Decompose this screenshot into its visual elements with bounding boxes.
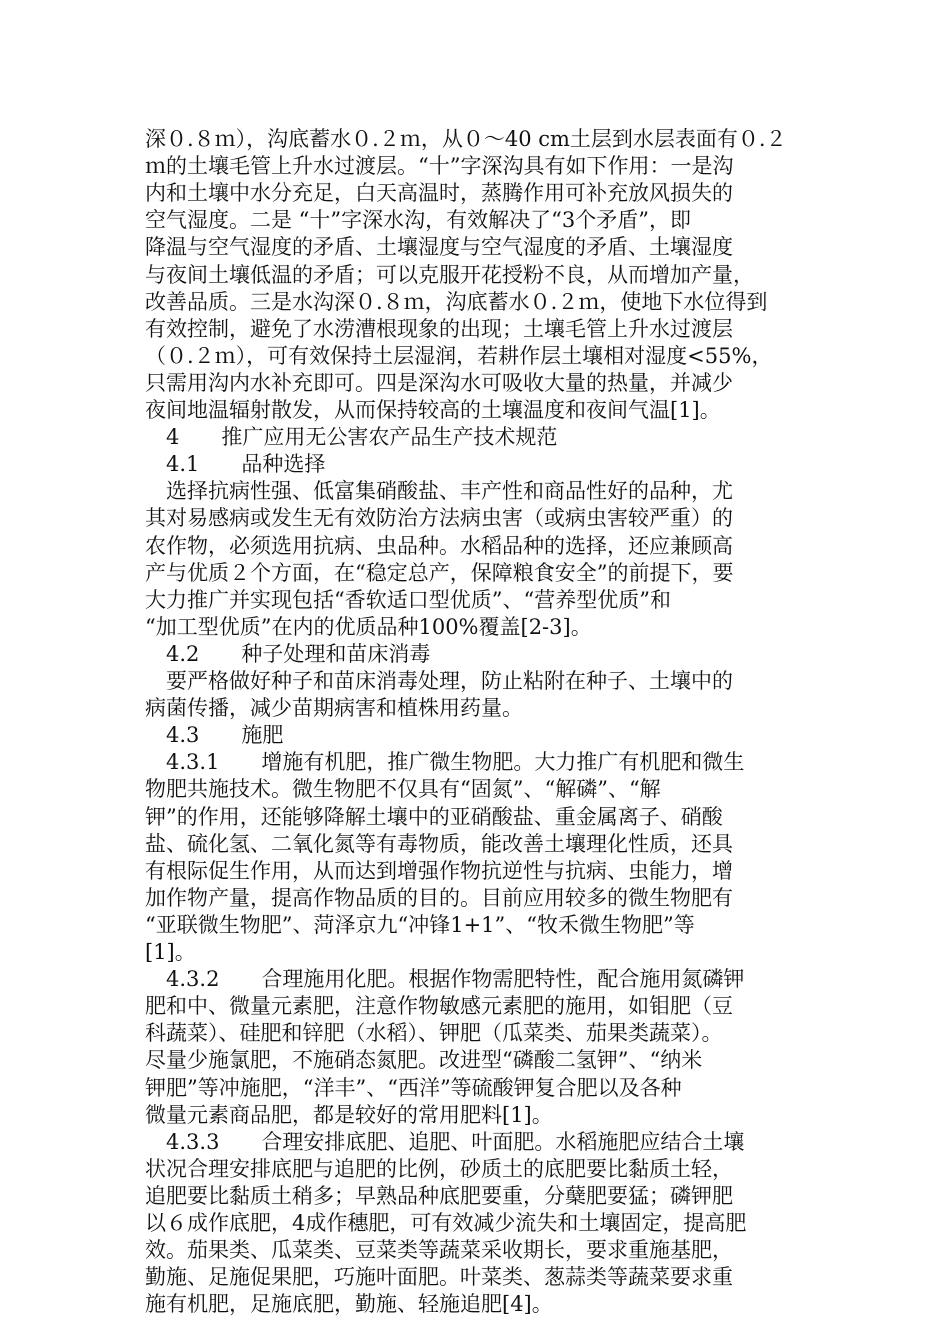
text-line: 科蔬菜）、硅肥和锌肥（水稻）、钾肥（瓜菜类、茄果类蔬菜）。 (145, 1021, 723, 1045)
text-line: ｍ的土壤毛管上升水过渡层。“十”字深沟具有如下作用：一是沟 (145, 154, 734, 178)
text-line: 农作物，必须选用抗病、虫品种。水稻品种的选择，还应兼顾高 (145, 534, 733, 558)
text-line: 有根际促生作用，从而达到增强作物抗逆性与抗病、虫能力，增 (145, 859, 733, 883)
text-line: 改善品质。三是水沟深０.８ｍ，沟底蓄水０.２ｍ，使地下水位得到 (145, 290, 768, 314)
text-line: 效。茄果类、瓜菜类、豆菜类等蔬菜采收期长，要求重施基肥， (145, 1238, 733, 1262)
text-line: 4.3.2 合理施用化肥。根据作物需肥特性，配合施用氮磷钾 (145, 967, 745, 991)
text-line: 其对易感病或发生无有效防治方法病虫害（或病虫害较严重）的 (145, 506, 733, 530)
text-line: “亚联微生物肥”、菏泽京九“冲锋1+1”、“牧禾微生物肥”等 (145, 913, 695, 937)
text-line: 内和土壤中水分充足，白天高温时，蒸腾作用可补充放风损失的 (145, 181, 733, 205)
text-line: 4.1 品种选择 (145, 452, 326, 476)
text-line: 要严格做好种子和苗床消毒处理，防止粘附在种子、土壤中的 (145, 669, 733, 693)
text-line: 夜间地温辐射散发，从而保持较高的土壤温度和夜间气温[1]。 (145, 398, 721, 422)
text-line: 施有机肥，足施底肥，勤施、轻施追肥[4]。 (145, 1292, 553, 1316)
text-line: 产与优质２个方面，在“稳定总产，保障粮食安全”的前提下，要 (145, 561, 734, 585)
text-line: 病菌传播，减少苗期病害和植株用药量。 (145, 696, 523, 720)
text-line: 勤施、足施促果肥，巧施叶面肥。叶菜类、葱蒜类等蔬菜要求重 (145, 1265, 733, 1289)
text-line: 以６成作底肥，4成作穗肥，可有效减少流失和土壤固定，提高肥 (145, 1211, 747, 1235)
text-line: 选择抗病性强、低富集硝酸盐、丰产性和商品性好的品种，尤 (145, 479, 733, 503)
text-line: [1]。 (145, 940, 196, 964)
text-line: 状况合理安排底肥与追肥的比例，砂质土的底肥要比黏质土轻， (145, 1157, 733, 1181)
text-line: 4 推广应用无公害农产品生产技术规范 (145, 425, 558, 449)
text-line: 肥和中、微量元素肥，注意作物敏感元素肥的施用，如钼肥（豆 (145, 994, 733, 1018)
text-line: 追肥要比黏质土稍多；早熟品种底肥要重，分蘖肥要猛；磷钾肥 (145, 1184, 733, 1208)
text-line: 钾”的作用，还能够降解土壤中的亚硝酸盐、重金属离子、硝酸 (145, 805, 723, 829)
text-line: 降温与空气湿度的矛盾、土壤湿度与空气湿度的矛盾、土壤湿度 (145, 235, 733, 259)
text-line: 物肥共施技术。微生物肥不仅具有“固氮”、“解磷”、“解 (145, 777, 661, 801)
text-line: 空气湿度。二是 “十”字深水沟，有效解决了“3个矛盾”，即 (145, 208, 691, 232)
text-line: 有效控制，避免了水涝漕根现象的出现；土壤毛管上升水过渡层 (145, 317, 733, 341)
text-line: 加作物产量，提高作物品质的目的。目前应用较多的微生物肥有 (145, 886, 733, 910)
text-line: 大力推广并实现包括“香软适口型优质”、“营养型优质”和 (145, 588, 671, 612)
text-line: （０.２ｍ），可有效保持土层湿润，若耕作层土壤相对湿度<55%， (145, 344, 773, 368)
text-line: 尽量少施氯肥，不施硝态氮肥。改进型“磷酸二氢钾”、“纳米 (145, 1048, 703, 1072)
text-line: 深０.８ｍ），沟底蓄水０.２ｍ，从０～40 cm土层到水层表面有０.２ (145, 127, 787, 151)
text-line: 微量元素商品肥，都是较好的常用肥料[1]。 (145, 1103, 553, 1127)
text-line: 只需用沟内水补充即可。四是深沟水可吸收大量的热量，并减少 (145, 371, 733, 395)
text-line: “加工型优质”在内的优质品种100%覆盖[2-3]。 (145, 615, 592, 639)
text-line: 4.3 施肥 (145, 723, 284, 747)
text-line: 4.3.3 合理安排底肥、追肥、叶面肥。水稻施肥应结合土壤 (145, 1130, 745, 1154)
text-line: 4.3.1 增施有机肥，推广微生物肥。大力推广有机肥和微生 (145, 750, 745, 774)
text-line: 盐、硫化氢、二氧化氮等有毒物质，能改善土壤理化性质，还具 (145, 832, 733, 856)
text-line: 钾肥”等冲施肥，“洋丰”、“西洋”等硫酸钾复合肥以及各种 (145, 1076, 682, 1100)
text-line: 4.2 种子处理和苗床消毒 (145, 642, 431, 666)
text-line: 与夜间土壤低温的矛盾；可以克服开花授粉不良，从而增加产量， (145, 263, 754, 287)
